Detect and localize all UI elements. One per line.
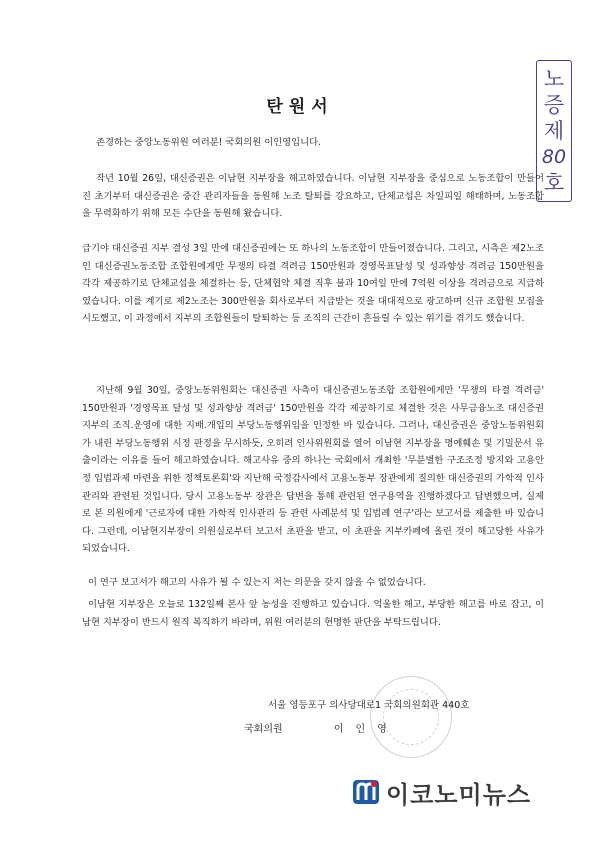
- signature-title: 국회의원: [244, 724, 283, 735]
- stamp-char-2: 증: [543, 93, 565, 117]
- stamp-number: 80: [541, 146, 567, 168]
- paragraph-2: 급기야 대신증권 지부 결성 3일 만에 대신증권에는 또 하나의 노동조합이 만들어졌습니다. 그리고, 시측은 제2노조인 대신증권노동조합 조합원에게만 무쟁의 타결 격려금 150만원과 경영목표달성 및 성과향상 격려금 150만원을 각각 제공하기로 단체교섭을 체결하는 등, 단체협약 체결 직후 불과 10여일 만에 7억원 이상을 격려금으로 지급하였습니다. 이를 계기로 제2노조는 300만원을 회사로부터 지급받는 것을 대대적으로 광고하며 신규 조합원 모집을 시도했고, 이 과정에서 지부의 조합원들이 탈퇴하는 등 조직의 근간이 흔들릴 수 있는 위기를 겪기도 했습니다.: [82, 243, 544, 325]
- economy-news-logo-icon: [352, 778, 380, 806]
- paragraph-4: 이 연구 보고서가 해고의 사유가 될 수 있는지 저는 의문을 갖지 않을 수 없었습니다.: [88, 577, 426, 588]
- stamp-char-1: 노: [543, 67, 565, 91]
- signature-name: 이인영: [333, 724, 399, 735]
- stamp-char-4: 호: [543, 171, 565, 195]
- paragraph-1: 작년 10월 26일, 대신증권은 이남현 지부장을 해고하였습니다. 이남현 지부장을 중심으로 노동조합이 만들어진 초기부터 대신증권은 중간 관리자들을 동원해 노조 탈퇴를 강요하고, 단체교섭은 차일피일 해태하며, 노동조합을 무력화하기 위해 모든 수단을 동원해 왔습니다.: [82, 173, 544, 220]
- greeting: 존경하는 중앙노동위원 여러분! 국회의원 이인영입니다.: [96, 137, 322, 148]
- signature: [244, 720, 399, 735]
- paragraph-5: 이남현 지부장은 오늘로 132일째 본사 앞 농성을 진행하고 있습니다. 억울한 해고, 부당한 해고를 바로 잡고, 이남현 지부장이 반드시 원직 복직하기 바라며, 위원 여러분의 현명한 판단을 부탁드립니다.: [82, 599, 544, 628]
- stamp-char-3: 제: [543, 119, 565, 143]
- paragraph-3: 지난해 9월 30일, 중앙노동위원회는 대신증권 사측이 대신증권노동조합 조합원에게만 '무쟁의 타결 격려금' 150만원과 '경영목표 달성 및 성과향상 격려금' 150만원을 각각 제공하기로 체결한 것은 사무금융노조 대신증권지부의 조직.운영에 대한 지배.개입의 부당노동행위임을 인정한 바 있습니다. 그러나, 대신증권은 중앙노동위원회가 내린 부당노동행위 시정 판정을 무시하듯, 오히려 인사위원회를 열어 이남현 지부장을 명예훼손 및 기밀문서 유출이라는 이유를 들어 해고하였습니다. 해고사유 중의 하나는 국회에서 개최한 '무분별한 구조조정 방지와 고용안정 입법과제 마련을 위한 정책토론회'와 지난해 국정감사에서 고용노동부 장관에게 질의한 대신증권의 가학적 인사관리와 관련된 것입니다. 당시 고용노동부 장관은 답변을 통해 관련된 연구용역을 진행하겠다고 답변했으며, 실제로 본 의원에게 '근로자에 대한 가학적 인사관리 등 관련 사례분석 및 입법례 연구'라는 보고서를 제출한 바 있습니다. 그런데, 이남현지부장이 의원실로부터 보고서 초판을 받고, 이 초판을 지부카페에 올린 것이 해고당한 사유가 되었습니다.: [82, 385, 544, 555]
- official-seal: [370, 676, 452, 758]
- document-title: 탄원서: [266, 97, 334, 117]
- economy-news-logo-text: 이코노미뉴스: [386, 780, 532, 809]
- economy-news-logo: [352, 774, 531, 810]
- sender-address: 서울 영등포구 의사당대로1 국회의원회관 440호: [268, 700, 470, 711]
